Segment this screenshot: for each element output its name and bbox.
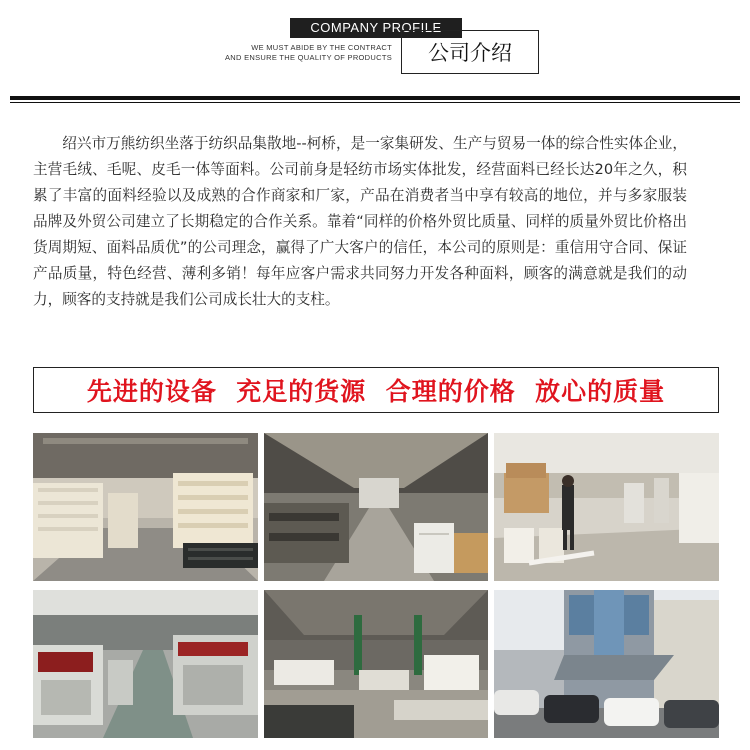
tagline — [150, 43, 392, 63]
photo-fabric-warehouse — [33, 433, 258, 581]
divider-thin — [10, 102, 740, 103]
slogan-banner — [33, 367, 719, 413]
intro-paragraph: 绍兴市万熊纺织坐落于纺织品集散地--柯桥，是一家集研发、生产与贸易一体的综合性实体企业，主营毛绒、毛呢、皮毛一体等面料。公司前身是轻纺市场实体批发，经营面料已经长达20年之久，积累了丰富的面料经验以及成熟的合作商家和厂家，产品在消费者当中享有较高的地位，并与多家服装品牌及外贸公司建立了长期稳定的合作关系。靠着“同样的价格外贸比质量、同样的质量外贸比价格出货周期短、面料品质优”的公司理念，赢得了广大客户的信任，本公司的原则是：重信用守合同、保证产品质量，特色经营、薄利多销！每年应客户需求共同努力开发各种面料，顾客的满意就是我们的动力，顾客的支持就是我们公司成长壮大的支柱。 — [33, 135, 687, 308]
section-title — [401, 30, 539, 74]
photo-office-building — [494, 590, 719, 738]
photo-workshop-aisle — [264, 433, 488, 581]
tagline-line-2: AND ENSURE THE QUALITY OF PRODUCTS — [224, 53, 392, 62]
slogan-text: 先进的设备 充足的货源 合理的价格 放心的质量 — [86, 377, 666, 406]
photo-worker-fabric-roll — [494, 433, 719, 581]
company-profile-label: COMPANY PROFILE — [290, 18, 462, 38]
photo-stacked-rolls-warehouse — [264, 590, 488, 738]
divider-thick — [10, 96, 740, 100]
tagline-line-1: WE MUST ABIDE BY THE CONTRACT — [251, 43, 392, 52]
photo-weaving-looms — [33, 590, 258, 738]
section-title-text: 公司介绍 — [428, 41, 512, 65]
